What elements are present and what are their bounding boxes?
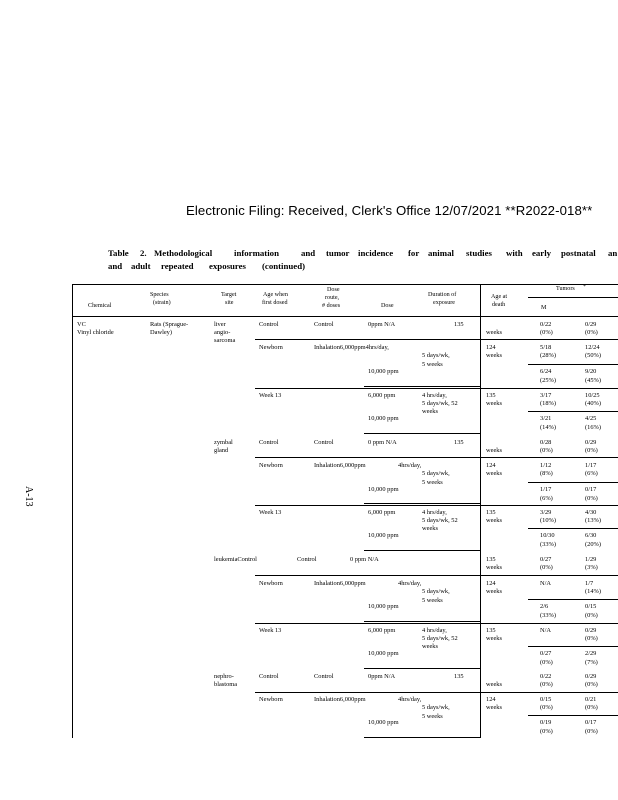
table-cell: (0%)	[540, 681, 553, 688]
table-cell: 4hrs/day,	[398, 580, 422, 587]
table-cell: 4/25	[585, 415, 597, 422]
table-cell: Inhalation6,000ppm	[314, 462, 366, 469]
table-cell: gland	[214, 447, 229, 454]
table-cell: (0%)	[540, 329, 553, 336]
row-rule	[255, 623, 618, 624]
caption-word: repeated	[161, 261, 194, 271]
table-cell: 5 weeks	[422, 597, 443, 604]
table-cell: Control	[314, 673, 334, 680]
table-cell: 124	[486, 462, 496, 469]
table-cell: 0/21	[585, 696, 597, 703]
table-cell: 135	[454, 321, 464, 328]
table-cell: 0/27	[540, 650, 552, 657]
table-cell: 2/6	[540, 603, 549, 610]
header-dose-route-2: route,	[325, 295, 340, 301]
caption-word: animal	[428, 248, 454, 258]
table-cell: 0/22	[540, 673, 552, 680]
table-cell: nephro-	[214, 673, 234, 680]
table-cell: 4/30	[585, 509, 597, 516]
table-cell: Newborn	[259, 462, 283, 469]
header-chemical: Chemical	[88, 303, 112, 309]
table-cell: 0ppm N/A	[368, 321, 396, 328]
row-rule	[528, 599, 618, 600]
table-cell: 0/17	[585, 719, 597, 726]
table-cell: 4 hrs/day,	[422, 627, 447, 634]
table-cell: weeks	[486, 517, 502, 524]
table-cell: 2/29	[585, 650, 597, 657]
table-cell: (50%)	[585, 352, 601, 359]
table-cell: 0/15	[585, 603, 597, 610]
table-cell: liver	[214, 321, 226, 328]
table-cell: 5 days/wk, 52	[422, 400, 458, 407]
table-cell: 0 ppm N/A	[350, 556, 379, 563]
table-cell: 1/7	[585, 580, 594, 587]
caption-word: adult	[131, 261, 151, 271]
header-tumors-star: *	[583, 284, 587, 290]
table-cell: weeks	[486, 681, 502, 688]
table-cell: (0%)	[585, 681, 598, 688]
header-species-1: Species	[150, 292, 169, 298]
table-cell: (13%)	[585, 517, 601, 524]
table-cell: 0/29	[585, 673, 597, 680]
table-cell: 135	[454, 673, 464, 680]
caption-word: (continued)	[262, 261, 306, 271]
header-tumors-m: M	[541, 305, 547, 311]
table-cell: Inhalation6,000ppm	[314, 696, 366, 703]
row-rule	[255, 457, 618, 458]
table-cell: Newborn	[259, 580, 283, 587]
caption-word: studies	[466, 248, 492, 258]
table-cell: 4 hrs/day,	[422, 392, 447, 399]
table-cell: 5 weeks	[422, 479, 443, 486]
chemical-abbrev: VC	[77, 321, 86, 328]
table-cell: N/A	[540, 580, 552, 587]
table-cell: (33%)	[540, 612, 556, 619]
table-cell: weeks	[486, 635, 502, 642]
row-rule	[255, 339, 618, 340]
row-rule	[528, 364, 618, 365]
table-cell: Control	[297, 556, 317, 563]
table-cell: angio-	[214, 329, 231, 336]
table-cell: weeks	[486, 588, 502, 595]
column-rule-age-death	[480, 284, 481, 738]
header-duration-2: exposure	[433, 300, 455, 306]
table-cell: (33%)	[540, 541, 556, 548]
table-cell: (16%)	[585, 424, 601, 431]
table-cell: 10,000 ppm	[368, 368, 399, 375]
table-cell: (6%)	[585, 470, 598, 477]
table-cell: Newborn	[259, 344, 283, 351]
table-cell: Control	[259, 439, 279, 446]
table-cell: Newborn	[259, 696, 283, 703]
table-cell: (0%)	[585, 495, 598, 502]
row-rule	[364, 668, 480, 669]
table-cell: 135	[486, 509, 496, 516]
table-cell: 10/30	[540, 532, 555, 539]
chemical-name: Vinyl chloride	[77, 329, 114, 336]
header-dose-route-3: # doses	[322, 303, 341, 309]
table-cell: weeks	[486, 329, 502, 336]
table-cell: 3/21	[540, 415, 552, 422]
table-cell: 0/15	[540, 696, 552, 703]
table-cell: Control	[314, 439, 334, 446]
table-cell: weeks	[422, 525, 438, 532]
table-cell: 4 hrs/day,	[422, 509, 447, 516]
row-rule	[364, 737, 480, 738]
header-bottom-rule	[72, 316, 618, 317]
table-cell: 10,000 ppm	[368, 415, 399, 422]
table-cell: 5 days/wk,	[422, 470, 450, 477]
table-cell: 10,000 ppm	[368, 650, 399, 657]
table-cell: 135	[486, 556, 496, 563]
table-cell: Week 13	[259, 392, 282, 399]
table-cell: weeks	[486, 564, 502, 571]
row-rule	[255, 505, 618, 506]
header-duration-1: Duration of	[428, 292, 457, 298]
table-cell: (0%)	[540, 564, 553, 571]
table-cell: 9/20	[585, 368, 597, 375]
header-age-death-2: death	[492, 302, 506, 308]
caption-word: tumor	[326, 248, 350, 258]
table-cell: 10,000 ppm	[368, 603, 399, 610]
caption-word: postnatal	[561, 248, 596, 258]
table-cell: (0%)	[585, 612, 598, 619]
table-cell: (0%)	[585, 635, 598, 642]
caption-word: Methodological	[154, 248, 213, 258]
header-dose-route-1: Dose	[327, 287, 340, 293]
table-cell: 1/17	[540, 486, 552, 493]
table-cell: 1/17	[585, 462, 597, 469]
table-cell: 5 days/wk, 52	[422, 635, 458, 642]
caption-word: and	[301, 248, 316, 258]
table-cell: 5 weeks	[422, 713, 443, 720]
table-cell: 3/29	[540, 509, 552, 516]
table-cell: 124	[486, 344, 496, 351]
caption-word: an	[608, 248, 618, 258]
table-cell: (0%)	[585, 728, 598, 735]
table-cell: Control	[314, 321, 334, 328]
table-cell: 10/25	[585, 392, 600, 399]
row-rule	[528, 411, 618, 412]
header-tumors: Tumors	[556, 286, 575, 292]
table-cell: 0/29	[585, 321, 597, 328]
table-cell: 124	[486, 580, 496, 587]
table-cell: 5 days/wk,	[422, 352, 450, 359]
table-cell: Inhalation6,000ppm4hrs/day,	[314, 344, 389, 351]
table-cell: (40%)	[585, 400, 601, 407]
table-cell: 6,000 ppm	[368, 392, 396, 399]
tumors-sub-rule	[528, 297, 618, 298]
table-cell: (0%)	[585, 329, 598, 336]
table-cell: 0/19	[540, 719, 552, 726]
table-cell: (45%)	[585, 377, 601, 384]
table-cell: (0%)	[585, 704, 598, 711]
table-cell: Control	[259, 321, 279, 328]
header-age-first-1: Age when	[263, 292, 288, 298]
table-cell: 135	[486, 392, 496, 399]
table-cell: weeks	[422, 408, 438, 415]
table-cell: 135	[486, 627, 496, 634]
caption-word: early	[532, 248, 552, 258]
table-cell: 5/18	[540, 344, 552, 351]
header-target-2: site	[225, 300, 234, 306]
table-cell: (0%)	[540, 447, 553, 454]
table-cell: 0/29	[585, 627, 597, 634]
table-cell: (10%)	[540, 517, 556, 524]
table-cell: 6/30	[585, 532, 597, 539]
row-rule	[528, 715, 618, 716]
caption-word: for	[408, 248, 420, 258]
table-left-rule	[72, 284, 73, 738]
table-cell: 0/27	[540, 556, 552, 563]
table-cell: zymbal	[214, 439, 233, 446]
table-cell: 0 ppm N/A	[368, 439, 397, 446]
table-cell: 6/24	[540, 368, 552, 375]
row-rule	[364, 386, 480, 387]
table-cell: 12/24	[585, 344, 600, 351]
table-cell: weeks	[486, 447, 502, 454]
table-cell: (0%)	[540, 704, 553, 711]
table-cell: 4hrs/day,	[398, 696, 422, 703]
table-cell: 0/28	[540, 439, 552, 446]
header-age-first-2: first dosed	[262, 300, 288, 306]
page-side-label: A-13	[23, 486, 34, 507]
table-cell: 0ppm N/A	[368, 673, 396, 680]
table-cell: N/A	[540, 627, 552, 634]
table-top-rule	[72, 284, 618, 285]
table-cell: 3/17	[540, 392, 552, 399]
table-cell: Week 13	[259, 509, 282, 516]
table-cell: (6%)	[540, 495, 553, 502]
table-cell: (20%)	[585, 541, 601, 548]
row-rule	[255, 692, 618, 693]
table-cell: 5 days/wk,	[422, 704, 450, 711]
caption-word: 2.	[140, 248, 147, 258]
table-cell: (14%)	[540, 424, 556, 431]
table-cell: sarcoma	[214, 337, 236, 344]
table-cell: (14%)	[585, 588, 601, 595]
table-cell: (18%)	[540, 400, 556, 407]
header-species-2: (strain)	[153, 300, 171, 306]
row-rule	[528, 482, 618, 483]
row-rule	[255, 575, 618, 576]
caption-word: with	[506, 248, 523, 258]
table-cell: 6,000 ppm	[368, 509, 396, 516]
table-cell: 5 days/wk,	[422, 588, 450, 595]
row-rule	[364, 433, 480, 434]
caption-word: exposures	[209, 261, 246, 271]
row-rule	[255, 388, 618, 389]
table-cell: 0/22	[540, 321, 552, 328]
header-age-death-1: Age at	[491, 294, 508, 300]
table-cell: Control	[259, 673, 279, 680]
table-cell: blastoma	[214, 681, 238, 688]
table-cell: (3%)	[585, 564, 598, 571]
caption-word: information	[234, 248, 279, 258]
table-cell: 10,000 ppm	[368, 486, 399, 493]
table-cell: 10,000 ppm	[368, 719, 399, 726]
table-cell: 0/17	[585, 486, 597, 493]
table-cell: 1/12	[540, 462, 552, 469]
table-cell: 135	[454, 439, 464, 446]
table-cell: leukemiaControl	[214, 556, 257, 563]
table-cell: (0%)	[540, 728, 553, 735]
table-cell: (0%)	[540, 659, 553, 666]
table-cell: 124	[486, 696, 496, 703]
species-name: Rats (Sprague-	[150, 321, 189, 328]
table-cell: (8%)	[540, 470, 553, 477]
table-cell: 6,000 ppm	[368, 627, 396, 634]
row-rule	[364, 550, 480, 551]
table-cell: weeks	[486, 704, 502, 711]
caption-word: incidence	[358, 248, 394, 258]
header-target-1: Target	[221, 292, 237, 298]
table-cell: (7%)	[585, 659, 598, 666]
table-cell: 4hrs/day,	[398, 462, 422, 469]
caption-word: Table	[108, 248, 129, 258]
table-cell: (25%)	[540, 377, 556, 384]
table-cell: (28%)	[540, 352, 556, 359]
table-cell: Inhalation6,000ppm	[314, 580, 366, 587]
table-cell: 10,000 ppm	[368, 532, 399, 539]
row-rule	[364, 503, 480, 504]
filing-stamp: Electronic Filing: Received, Clerk's Office 12/07/2021 **R2022-018**	[186, 203, 593, 218]
row-rule	[364, 621, 480, 622]
header-dose: Dose	[381, 303, 394, 309]
species-strain: Dawley)	[150, 329, 173, 336]
table-cell: weeks	[422, 643, 438, 650]
table-cell: weeks	[486, 352, 502, 359]
table-cell: 1/29	[585, 556, 597, 563]
table-cell: 5 weeks	[422, 361, 443, 368]
row-rule	[528, 528, 618, 529]
table-cell: weeks	[486, 470, 502, 477]
table-cell: 0/29	[585, 439, 597, 446]
table-cell: weeks	[486, 400, 502, 407]
caption-word: and	[108, 261, 123, 271]
table-cell: Week 13	[259, 627, 282, 634]
table-cell: (0%)	[585, 447, 598, 454]
table-cell: 5 days/wk, 52	[422, 517, 458, 524]
row-rule	[528, 646, 618, 647]
